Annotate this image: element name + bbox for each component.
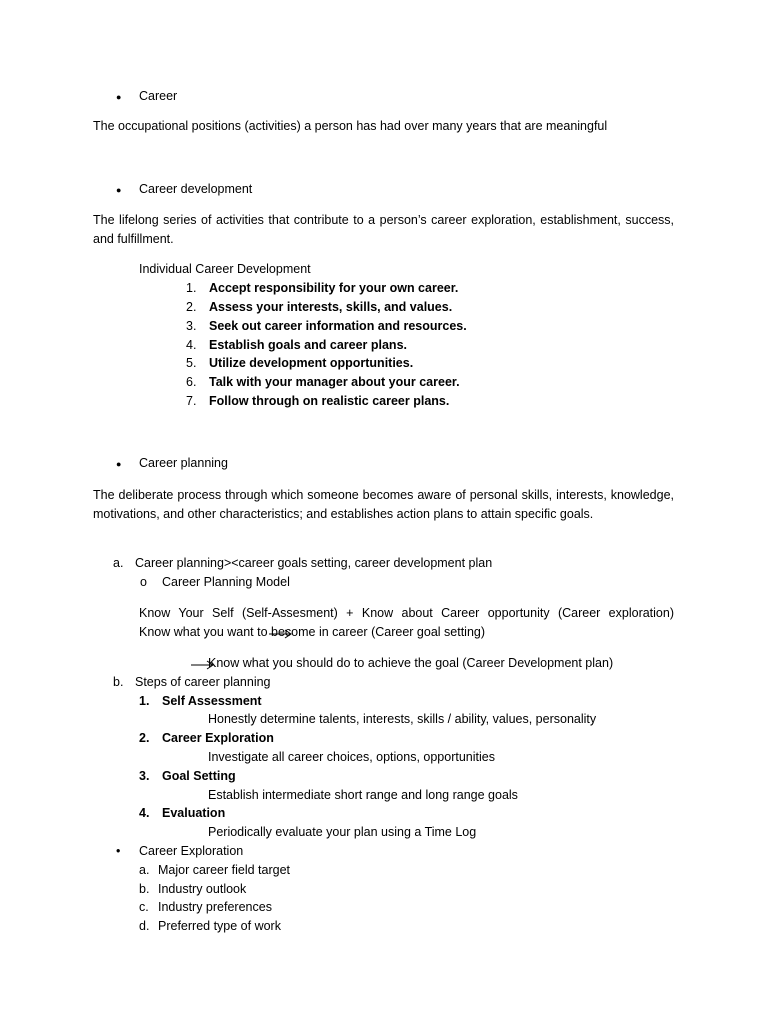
step-description: Investigate all career choices, options, opportunities <box>208 750 495 764</box>
list-number: 5. <box>186 356 197 370</box>
list-item: Utilize development opportunities. <box>209 356 414 370</box>
list-number: 1. <box>186 281 197 295</box>
individual-career-development-title: Individual Career Development <box>139 262 311 276</box>
list-item: Assess your interests, skills, and values. <box>209 300 453 314</box>
list-item: Seek out career information and resources. <box>209 319 467 333</box>
list-number: 4. <box>186 338 197 352</box>
career-planning-item-a: Career planning><career goals setting, career development plan <box>135 556 493 570</box>
list-number: 4. <box>139 806 150 820</box>
bullet-icon: • <box>116 844 121 858</box>
career-planning-item-b: Steps of career planning <box>135 675 271 689</box>
career-planning-heading: Career planning <box>139 456 228 470</box>
list-item: Industry preferences <box>158 900 272 914</box>
list-item: Preferred type of work <box>158 919 281 933</box>
step-title: Evaluation <box>162 806 226 820</box>
step-description: Establish intermediate short range and long range goals <box>208 788 518 802</box>
list-item: Establish goals and career plans. <box>209 338 407 352</box>
model-line-1: Know Your Self (Self-Assesment) + Know about Career opportunity (Career exploration) <box>139 606 674 620</box>
list-number: 1. <box>139 694 150 708</box>
career-exploration-heading: Career Exploration <box>139 844 244 858</box>
career-definition: The occupational positions (activities) a person has had over many years that are meaningful <box>93 119 608 133</box>
list-marker: d. <box>139 919 150 933</box>
step-title: Career Exploration <box>162 731 274 745</box>
bullet-icon: ● <box>116 459 122 469</box>
list-marker: b. <box>139 882 150 896</box>
list-number: 2. <box>186 300 197 314</box>
step-title: Self Assessment <box>162 694 262 708</box>
list-number: 7. <box>186 394 197 408</box>
step-description: Honestly determine talents, interests, skills / ability, values, personality <box>208 712 597 726</box>
list-number: 3. <box>139 769 150 783</box>
list-marker: a. <box>139 863 150 877</box>
list-item: Industry outlook <box>158 882 247 896</box>
list-number: 3. <box>186 319 197 333</box>
list-number: 2. <box>139 731 150 745</box>
career-development-definition: The lifelong series of activities that contribute to a person’s career exploration, establishment, success, and fulfillment. <box>93 213 674 246</box>
bullet-icon: ● <box>116 185 122 195</box>
career-heading: Career <box>139 89 178 103</box>
list-marker: c. <box>139 900 149 914</box>
list-marker: a. <box>113 556 124 570</box>
arrow-right-icon <box>268 629 294 639</box>
sub-bullet-icon: o <box>140 575 147 589</box>
list-item: Accept responsibility for your own career. <box>209 281 459 295</box>
list-marker: b. <box>113 675 124 689</box>
step-description: Periodically evaluate your plan using a Time Log <box>208 825 477 839</box>
career-development-heading: Career development <box>139 182 253 196</box>
model-line-3: Know what you should do to achieve the goal (Career Development plan) <box>208 656 614 670</box>
model-line-2: Know what you want to become in career (Career goal setting) <box>139 625 486 639</box>
list-item: Follow through on realistic career plans. <box>209 394 450 408</box>
list-item: Talk with your manager about your career. <box>209 375 460 389</box>
bullet-icon: ● <box>116 92 122 102</box>
career-planning-definition: The deliberate process through which someone becomes aware of personal skills, interests, knowledge, motivations, and other characteristics; and establishes action plans to attain specific goals. <box>93 488 674 521</box>
list-number: 6. <box>186 375 197 389</box>
career-planning-model-title: Career Planning Model <box>162 575 290 589</box>
list-item: Major career field target <box>158 863 291 877</box>
step-title: Goal Setting <box>162 769 236 783</box>
